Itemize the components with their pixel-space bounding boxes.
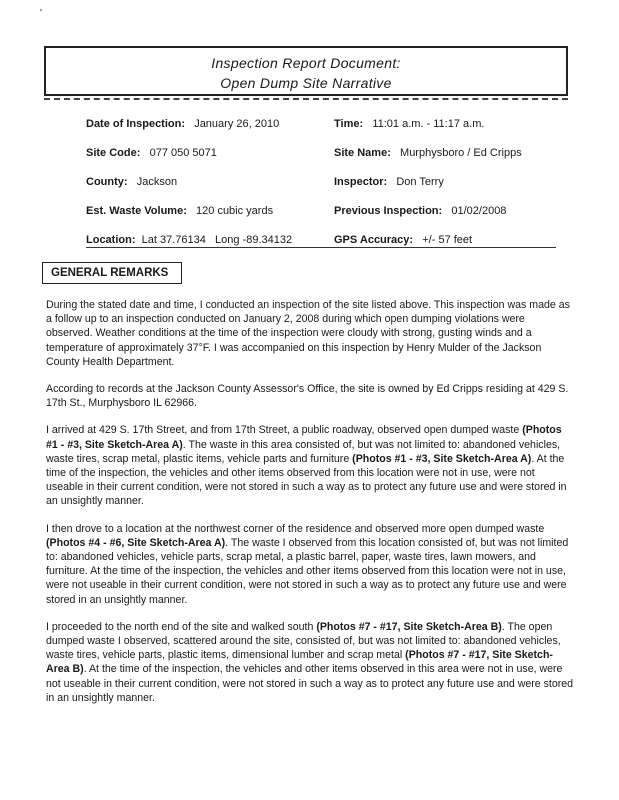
photo-reference: (Photos #1 - #3, Site Sketch-Area A): [352, 452, 532, 465]
field-underline: [86, 247, 556, 248]
paragraph-text: . The waste I observed from this location consisted of, but was not limited to: abandoned vehicles, vehicle parts, scrap metal, a plastic barrel, paper, waste tires, lawn mowers, and furniture. At the time of the inspection, the vehicles and other items observed from this location were not in use, were not useable in their current condition, were not stored in such a way as to protect any future use and were stored in an unsightly manner.: [46, 536, 569, 606]
paragraph-text: I then drove to a location at the northwest corner of the residence and observed more open dumped waste: [46, 522, 545, 535]
county-value: Jackson: [136, 176, 178, 188]
document-subtitle: Open Dump Site Narrative: [220, 75, 392, 91]
site-name-value: Murphysboro / Ed Cripps: [400, 147, 522, 159]
paragraph-5: [46, 620, 574, 705]
field-row: [86, 118, 556, 147]
gps-accuracy-field: [334, 234, 472, 246]
inspection-fields: [86, 118, 556, 263]
site-code-field: [86, 147, 217, 159]
field-row: [86, 176, 556, 205]
photo-reference: (Photos #4 - #6, Site Sketch-Area A): [46, 536, 226, 549]
photo-reference: (Photos #7 - #17, Site Sketch-Area B): [46, 649, 553, 676]
previous-inspection-field: [334, 205, 506, 217]
waste-volume-field: [86, 205, 273, 217]
county-field: [86, 176, 177, 188]
narrative-body: [46, 298, 574, 718]
document-title: Inspection Report Document:: [211, 55, 401, 71]
paragraph-1: [46, 298, 574, 369]
site-name-field: [334, 147, 522, 159]
previous-inspection-value: 01/02/2008: [451, 205, 507, 217]
section-heading: GENERAL REMARKS: [51, 267, 169, 279]
gps-accuracy-label: GPS Accuracy:: [334, 234, 414, 246]
inspector-value: Don Terry: [396, 176, 444, 188]
paragraph-2: [46, 382, 574, 410]
page-mark: ': [40, 8, 42, 19]
previous-inspection-label: Previous Inspection:: [334, 205, 443, 217]
paragraph-text: I arrived at 429 S. 17th Street, and from 17th Street, a public roadway, observed open dumped waste: [46, 424, 523, 437]
date-label: Date of Inspection:: [86, 118, 186, 130]
field-row: [86, 234, 556, 263]
time-label: Time:: [334, 118, 364, 130]
paragraph-4: [46, 522, 574, 607]
paragraph-text: . At the time of the inspection, the vehicles and other items observed in this area were not in use, were not useable in their current condition, were not stored in such a way as to protect any future use and were stored in an unsightly manner.: [46, 663, 574, 704]
paragraph-text: According to records at the Jackson County Assessor's Office, the site is owned by Ed Cripps residing at 429 S. 17th St., Murphysboro IL 62966.: [46, 383, 569, 410]
waste-volume-label: Est. Waste Volume:: [86, 205, 187, 217]
location-field: [86, 234, 292, 246]
inspector-field: [334, 176, 444, 188]
location-value: Lat 37.76134 Long -89.34132: [141, 234, 293, 246]
site-name-label: Site Name:: [334, 147, 391, 159]
date-value: January 26, 2010: [194, 118, 280, 130]
time-field: [334, 118, 484, 130]
location-label: Location:: [86, 234, 136, 246]
field-row: [86, 147, 556, 176]
site-code-label: Site Code:: [86, 147, 141, 159]
time-value: 11:01 a.m. - 11:17 a.m.: [372, 118, 485, 130]
site-code-value: 077 050 5071: [149, 147, 217, 159]
county-label: County:: [86, 176, 128, 188]
waste-volume-value: 120 cubic yards: [196, 205, 274, 217]
paragraph-text: . At the time of the inspection, the vehicles and other items observed from this location were not in use, were not useable in their current condition, were not stored in such a way as to protect any future use and were stored in an unsightly manner.: [46, 452, 567, 508]
paragraph-text: . The open dumped waste I observed, scattered around the site, consisted of, but was not limited to: abandoned vehicles, waste tires, vehicle parts, plastic items, dimensional lumber and scrap metal: [46, 620, 561, 662]
general-remarks-box: [42, 262, 182, 284]
paragraph-text: I proceeded to the north end of the site and walked south: [46, 620, 317, 633]
field-row: [86, 205, 556, 234]
date-field: [86, 118, 279, 130]
gps-accuracy-value: +/- 57 feet: [422, 234, 473, 246]
paragraph-text: During the stated date and time, I conducted an inspection of the site listed above. This inspection was made as a follow up to an inspection conducted on January 2, 2008 during which open dumping violations were observed. Weather conditions at the time of the inspection were cloudy with strong, gusting winds and a temperature of approximately 37°F. I was accompanied on this inspection by Henry Mulder of the Jackson County Health Department.: [46, 299, 570, 368]
paragraph-3: [46, 423, 574, 508]
photo-reference: (Photos #7 - #17, Site Sketch-Area B): [316, 620, 502, 633]
inspector-label: Inspector:: [334, 176, 388, 188]
paragraph-text: . The waste in this area consisted of, but was not limited to: abandoned vehicles, waste tires, scrap metal, plastic items, vehicle parts and furniture: [46, 438, 561, 465]
photo-reference: (Photos #1 - #3, Site Sketch-Area A): [46, 424, 562, 451]
document-title-box: [44, 46, 568, 96]
